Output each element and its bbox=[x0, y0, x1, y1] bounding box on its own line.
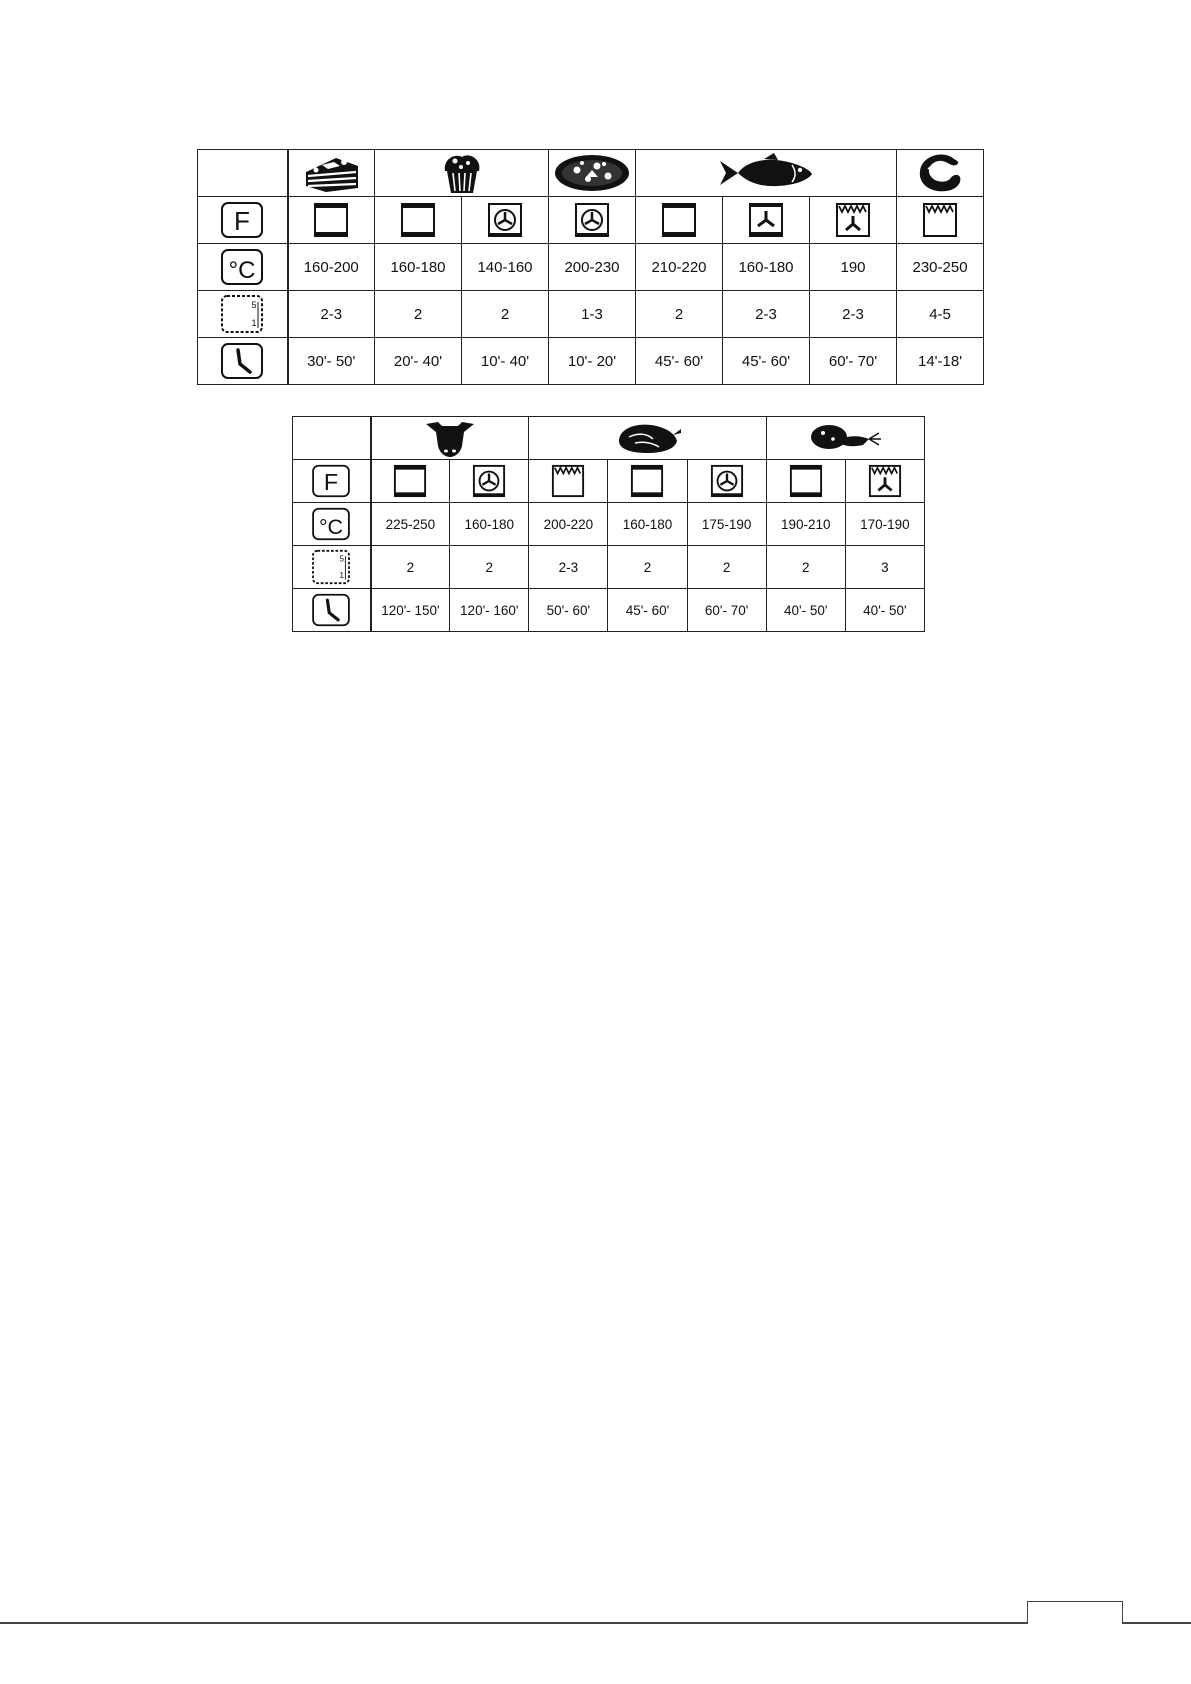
shelf-cell: 2 bbox=[371, 546, 450, 589]
time-row bbox=[293, 589, 925, 632]
svg-text:F: F bbox=[234, 206, 251, 236]
celsius-icon bbox=[311, 507, 351, 541]
temperature-row-label bbox=[293, 503, 371, 546]
function-row bbox=[293, 460, 925, 503]
time-row bbox=[198, 338, 984, 385]
function-cell bbox=[529, 460, 608, 503]
footer-rule bbox=[0, 1622, 1191, 1624]
food-fish bbox=[636, 150, 897, 197]
cooking-table-2 bbox=[292, 416, 925, 632]
svg-text:5: 5 bbox=[251, 300, 257, 310]
function-cell bbox=[371, 460, 450, 503]
temperature-cell: 160-180 bbox=[608, 503, 687, 546]
function-cell bbox=[897, 197, 984, 244]
svg-text:F: F bbox=[324, 468, 339, 495]
svg-text:5: 5 bbox=[339, 554, 345, 564]
conventional-heat-icon bbox=[659, 202, 699, 238]
shelf-cell: 2 bbox=[608, 546, 687, 589]
function-cell bbox=[636, 197, 723, 244]
temperature-cell: 190-210 bbox=[766, 503, 845, 546]
shelf-row-label bbox=[293, 546, 371, 589]
pizza-icon bbox=[552, 152, 632, 194]
cooking-table-1 bbox=[197, 149, 984, 385]
food-header-row bbox=[293, 417, 925, 460]
time-row-label bbox=[198, 338, 288, 385]
conventional-heat-icon bbox=[391, 464, 429, 498]
poultry-icon bbox=[613, 419, 683, 457]
corner-cell bbox=[293, 417, 371, 460]
food-poultry bbox=[529, 417, 766, 460]
corner-cell bbox=[198, 150, 288, 197]
clock-icon bbox=[220, 342, 264, 380]
svg-text:°C: °C bbox=[319, 514, 344, 539]
function-cell bbox=[288, 197, 375, 244]
fan-circular-heat-icon bbox=[708, 464, 746, 498]
time-cell: 10'- 40' bbox=[462, 338, 549, 385]
shelf-cell: 2-3 bbox=[529, 546, 608, 589]
page-number-tab bbox=[1027, 1601, 1123, 1624]
function-cell bbox=[608, 460, 687, 503]
function-cell bbox=[810, 197, 897, 244]
function-icon bbox=[311, 464, 351, 498]
conventional-heat-icon bbox=[787, 464, 825, 498]
time-row-label bbox=[293, 589, 371, 632]
food-pizza bbox=[549, 150, 636, 197]
temperature-cell: 160-180 bbox=[450, 503, 529, 546]
food-sausage bbox=[897, 150, 984, 197]
time-cell: 120'- 150' bbox=[371, 589, 450, 632]
food-cake bbox=[288, 150, 375, 197]
shelf-cell: 2-3 bbox=[288, 291, 375, 338]
time-cell: 60'- 70' bbox=[810, 338, 897, 385]
food-vegetables bbox=[766, 417, 924, 460]
temperature-row bbox=[293, 503, 925, 546]
fan-circular-heat-icon bbox=[470, 464, 508, 498]
temperature-cell: 210-220 bbox=[636, 244, 723, 291]
temperature-row-label bbox=[198, 244, 288, 291]
shelf-cell: 2 bbox=[462, 291, 549, 338]
food-beef bbox=[371, 417, 529, 460]
svg-text:°C: °C bbox=[228, 257, 256, 284]
time-cell: 30'- 50' bbox=[288, 338, 375, 385]
temperature-cell: 170-190 bbox=[845, 503, 924, 546]
conventional-heat-icon bbox=[628, 464, 666, 498]
temperature-cell: 190 bbox=[810, 244, 897, 291]
time-cell: 120'- 160' bbox=[450, 589, 529, 632]
function-cell bbox=[462, 197, 549, 244]
shelf-row-label bbox=[198, 291, 288, 338]
shelf-cell: 2 bbox=[375, 291, 462, 338]
function-icon bbox=[220, 201, 264, 239]
temperature-cell: 200-230 bbox=[549, 244, 636, 291]
grill-icon bbox=[549, 464, 587, 498]
conventional-heat-icon bbox=[398, 202, 438, 238]
fan-circular-heat-icon bbox=[572, 202, 612, 238]
clock-icon bbox=[311, 593, 351, 627]
shelf-level-icon bbox=[311, 549, 351, 585]
time-cell: 40'- 50' bbox=[766, 589, 845, 632]
cake-icon bbox=[300, 152, 362, 194]
temperature-cell: 140-160 bbox=[462, 244, 549, 291]
shelf-cell: 2 bbox=[636, 291, 723, 338]
time-cell: 60'- 70' bbox=[687, 589, 766, 632]
shelf-cell: 4-5 bbox=[897, 291, 984, 338]
time-cell: 45'- 60' bbox=[636, 338, 723, 385]
temperature-cell: 230-250 bbox=[897, 244, 984, 291]
temperature-cell: 225-250 bbox=[371, 503, 450, 546]
function-cell bbox=[450, 460, 529, 503]
temperature-cell: 160-180 bbox=[375, 244, 462, 291]
time-cell: 45'- 60' bbox=[608, 589, 687, 632]
shelf-cell: 2 bbox=[766, 546, 845, 589]
fan-circular-heat-icon bbox=[485, 202, 525, 238]
shelf-cell: 2-3 bbox=[723, 291, 810, 338]
shelf-cell: 3 bbox=[845, 546, 924, 589]
beef-icon bbox=[422, 418, 478, 458]
function-cell bbox=[723, 197, 810, 244]
grill-fan-icon bbox=[833, 202, 873, 238]
grill-icon bbox=[920, 202, 960, 238]
sausage-icon bbox=[914, 151, 966, 195]
function-row bbox=[198, 197, 984, 244]
shelf-row bbox=[293, 546, 925, 589]
time-cell: 14'-18' bbox=[897, 338, 984, 385]
conventional-heat-icon bbox=[311, 202, 351, 238]
grill-fan-icon bbox=[866, 464, 904, 498]
shelf-cell: 1-3 bbox=[549, 291, 636, 338]
function-row-label bbox=[198, 197, 288, 244]
function-cell bbox=[766, 460, 845, 503]
function-cell bbox=[549, 197, 636, 244]
time-cell: 40'- 50' bbox=[845, 589, 924, 632]
celsius-icon bbox=[220, 248, 264, 286]
temperature-cell: 160-180 bbox=[723, 244, 810, 291]
temperature-cell: 200-220 bbox=[529, 503, 608, 546]
shelf-cell: 2 bbox=[687, 546, 766, 589]
function-cell bbox=[375, 197, 462, 244]
fan-bottom-heat-icon bbox=[746, 202, 786, 238]
function-row-label bbox=[293, 460, 371, 503]
shelf-row bbox=[198, 291, 984, 338]
food-muffin bbox=[375, 150, 549, 197]
time-cell: 50'- 60' bbox=[529, 589, 608, 632]
function-cell bbox=[687, 460, 766, 503]
time-cell: 10'- 20' bbox=[549, 338, 636, 385]
shelf-cell: 2 bbox=[450, 546, 529, 589]
time-cell: 20'- 40' bbox=[375, 338, 462, 385]
temperature-row bbox=[198, 244, 984, 291]
vegetables-icon bbox=[807, 419, 883, 457]
food-header-row bbox=[198, 150, 984, 197]
svg-text:1: 1 bbox=[339, 570, 345, 580]
svg-text:1: 1 bbox=[251, 318, 257, 328]
muffin-icon bbox=[437, 151, 487, 195]
shelf-level-icon bbox=[220, 294, 264, 334]
temperature-cell: 175-190 bbox=[687, 503, 766, 546]
shelf-cell: 2-3 bbox=[810, 291, 897, 338]
temperature-cell: 160-200 bbox=[288, 244, 375, 291]
time-cell: 45'- 60' bbox=[723, 338, 810, 385]
function-cell bbox=[845, 460, 924, 503]
fish-icon bbox=[716, 153, 816, 193]
